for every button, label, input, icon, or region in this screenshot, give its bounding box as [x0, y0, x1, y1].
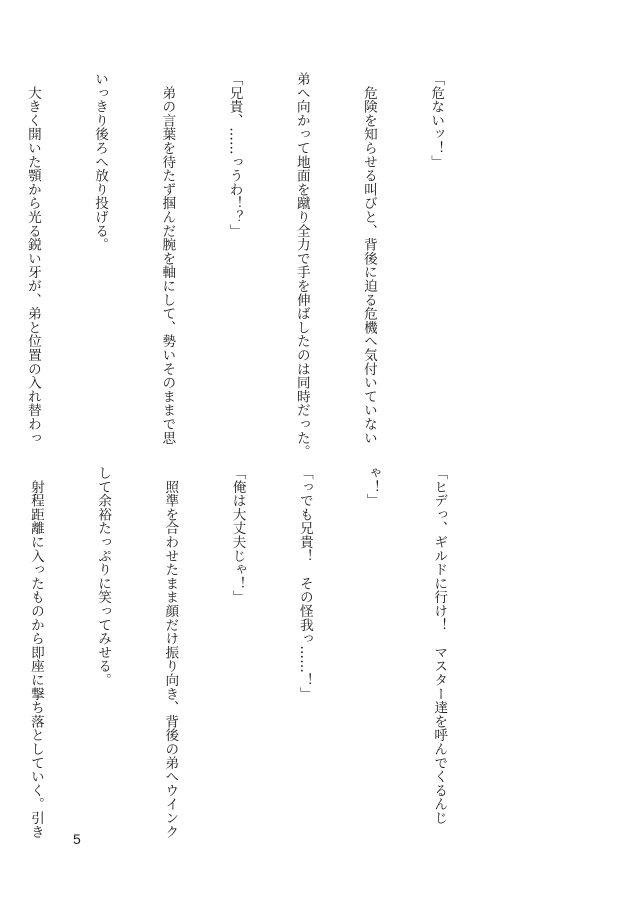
text-line: 弟の言葉を待たず掴んだ腕を軸にして、勢いそのままで思 — [159, 72, 176, 445]
text-line: 弟へ向かって地面を蹴り全力で手を伸ばしたのは同時だった。 — [293, 72, 310, 459]
text-line: 危険を知らせる叫びと、背後に迫る危機へ気付いていない — [360, 72, 377, 445]
text-line: 射程距離に入ったものから即座に撃ち落としていく。引き — [27, 466, 44, 839]
text-line: 「兄貴、……っうわ！？」 — [226, 72, 243, 238]
text-line: して余裕たっぷりに笑ってみせる。 — [95, 466, 112, 687]
page-number: 5 — [73, 831, 81, 847]
text-line: いっきり後ろへ放り投げる。 — [92, 72, 109, 252]
text-line: 大きく開いた顎から光る鋭い牙が、弟と位置の入れ替わっ — [24, 72, 41, 445]
text-line: 「ヒデっ、ギルドに行け！ マスター達を呼んでくるんじ — [431, 466, 448, 825]
text-line: 「俺は大丈夫じゃ！」 — [229, 466, 246, 604]
text-block-lower — [27, 466, 495, 839]
text-line: ゃ！」 — [363, 466, 380, 508]
text-line: 照準を合わせたまま顔だけ振り向き、背後の弟へウインク — [162, 466, 179, 839]
text-line: 「危ないッ！」 — [428, 72, 445, 169]
text-line: 「っでも兄貴！ その怪我っ……！」 — [296, 466, 313, 701]
text-block-upper — [24, 72, 492, 459]
